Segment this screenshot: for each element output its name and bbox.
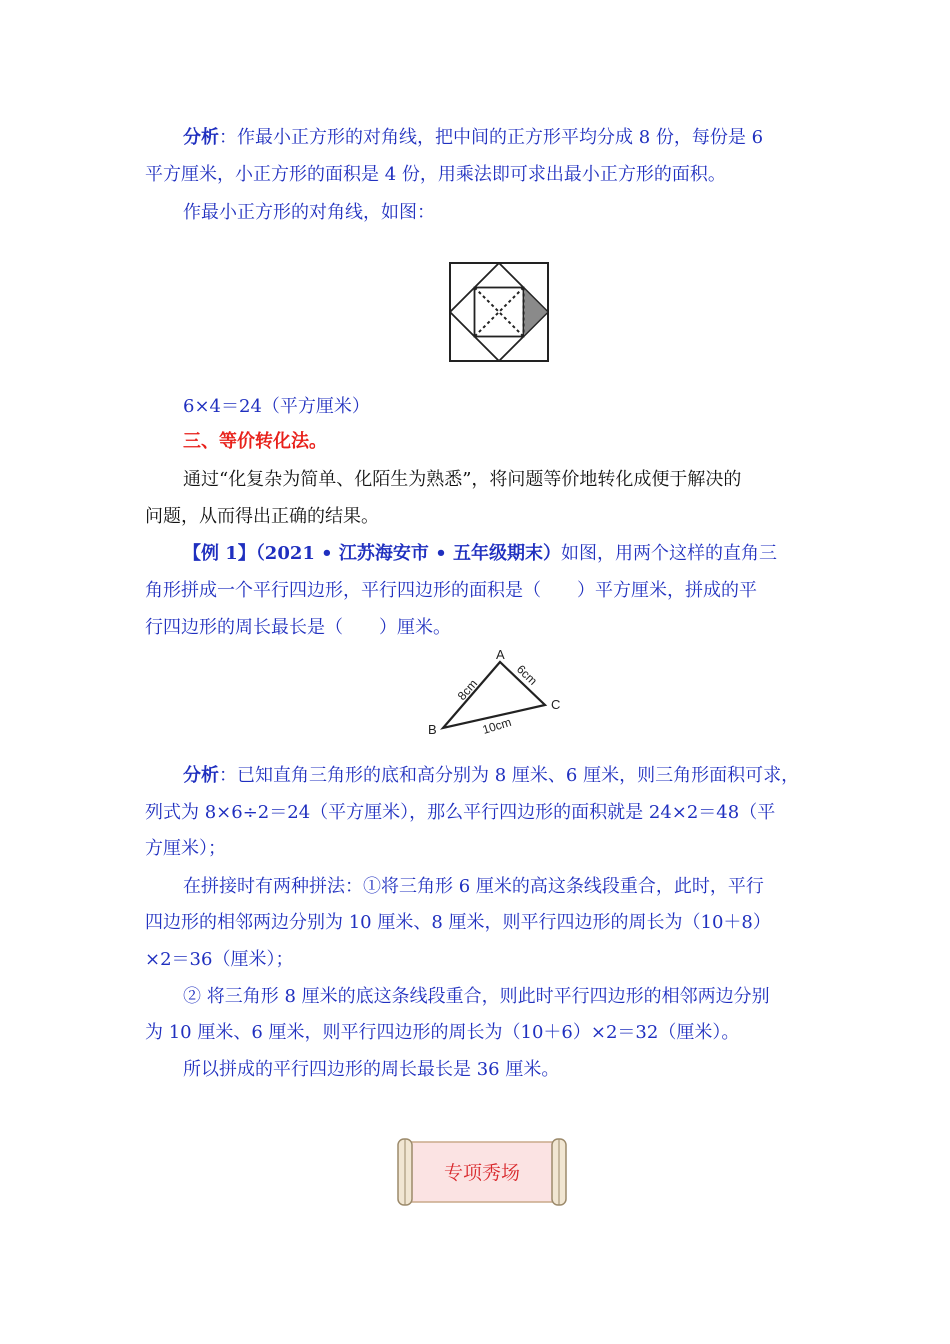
shaded-triangle — [524, 288, 549, 337]
diagonal-line-1 — [475, 288, 524, 337]
analysis1-label: 分析 — [183, 127, 219, 148]
analysis2-line5: 四边形的相邻两边分别为 10 厘米、8 厘米，则平行四边形的周长为（10＋8） — [145, 912, 771, 933]
analysis2-line3: 方厘米）； — [145, 838, 226, 859]
example1-line2: 角形拼成一个平行四边形，平行四边形的面积是（ ）平方厘米，拼成的平 — [145, 580, 757, 601]
diagonal-note: 作最小正方形的对角线，如图： — [183, 202, 435, 223]
analysis2-line7: ② 将三角形 8 厘米的底这条线段重合，则此时平行四边形的相邻两边分别 — [183, 986, 770, 1007]
analysis2-line4: 在拼接时有两种拼法：①将三角形 6 厘米的高这条线段重合，此时，平行 — [183, 876, 764, 897]
analysis1-text: ：作最小正方形的对角线，把中间的正方形平均分成 8 份，每份是 6 — [219, 127, 764, 148]
analysis2-text: ：已知直角三角形的底和高分别为 8 厘米、6 厘米，则三角形面积可求， — [219, 765, 800, 786]
analysis1-line2: 平方厘米，小正方形的面积是 4 份，用乘法即可求出最小正方形的面积。 — [145, 164, 726, 185]
analysis2-line9: 所以拼成的平行四边形的周长最长是 36 厘米。 — [183, 1059, 560, 1080]
analysis2-line6: ×2＝36（厘米）； — [145, 949, 294, 970]
side-bc-label: 10cm — [480, 714, 513, 737]
calc1: 6×4＝24（平方厘米） — [183, 396, 370, 417]
analysis2-line2: 列式为 8×6÷2＝24（平方厘米），那么平行四边形的面积就是 24×2＝48（平 — [145, 802, 776, 823]
example1-tag: 【例 1】（2021 • 江苏海安市 • 五年级期末） — [183, 543, 561, 564]
right-triangle-figure — [420, 643, 580, 743]
analysis2-line1 — [183, 763, 799, 789]
example1-line3: 行四边形的周长最长是（ ）厘米。 — [145, 617, 451, 638]
analysis2-label: 分析 — [183, 765, 219, 786]
section-banner — [396, 1136, 568, 1208]
side-ab-label: 8cm — [454, 676, 481, 703]
analysis2-line8: 为 10 厘米、6 厘米，则平行四边形的周长为（10＋6）×2＝32（厘米）。 — [145, 1022, 740, 1043]
banner-title: 专项秀场 — [443, 1162, 521, 1184]
section3-desc-line2: 问题，从而得出正确的结果。 — [145, 506, 379, 527]
label-b: B — [428, 722, 437, 737]
side-ac-label: 6cm — [513, 662, 540, 688]
section3-heading: 三、等价转化法。 — [183, 431, 327, 452]
example1-text: 如图，用两个这样的直角三 — [560, 543, 777, 564]
inner-square — [475, 288, 524, 337]
diagonal-line-2 — [475, 288, 524, 337]
nested-squares-figure — [449, 262, 549, 362]
section3-desc-line1: 通过“化复杂为简单、化陌生为熟悉”，将问题等价地转化成便于解决的 — [183, 469, 742, 490]
analysis1-line1 — [183, 125, 763, 151]
label-c: C — [551, 697, 561, 712]
label-a: A — [496, 647, 505, 662]
example1-line1 — [183, 541, 777, 567]
